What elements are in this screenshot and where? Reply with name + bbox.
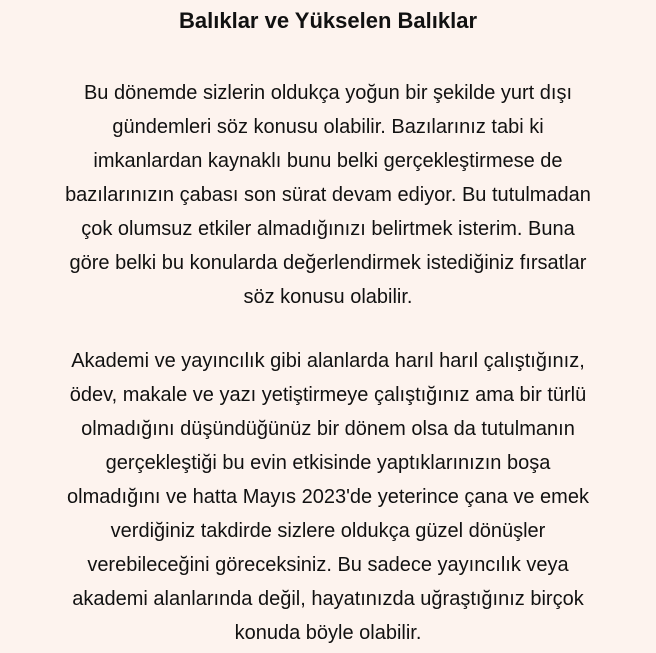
paragraph-line: olmadığını ve hatta Mayıs 2023'de yeterince çana ve emek [67, 486, 589, 508]
page-title: Balıklar ve Yükselen Balıklar [179, 8, 477, 33]
paragraph-line: ödev, makale ve yazı yetiştirmeye çalıştığınız ama bir türlü [69, 384, 587, 406]
paragraph-2 [18, 344, 638, 650]
paragraph-line: akademi alanlarında değil, hayatınızda uğraştığınız birçok [72, 588, 584, 610]
paragraph-line: göre belki bu konularda değerlendirmek istediğiniz fırsatlar [69, 252, 587, 274]
paragraph-1 [18, 76, 638, 314]
paragraph-line: verdiğiniz takdirde sizlere oldukça güzel dönüşler [110, 520, 546, 542]
paragraph-line: Akademi ve yayıncılık gibi alanlarda harıl harıl çalıştığınız, [71, 350, 585, 372]
paragraph-line: Bu dönemde sizlerin oldukça yoğun bir şekilde yurt dışı [83, 82, 573, 104]
paragraph-line: konuda böyle olabilir. [234, 622, 422, 644]
paragraph-line: imkanlardan kaynaklı bunu belki gerçekleştirmese de [93, 150, 563, 172]
paragraph-line: verebileceğini göreceksiniz. Bu sadece yayıncılık veya [87, 554, 569, 576]
paragraph-line: bazılarınızın çabası son sürat devam ediyor. Bu tutulmadan [65, 184, 591, 206]
paragraph-line: olmadığını düşündüğünüz bir dönem olsa da tutulmanın [81, 418, 575, 440]
paragraph-line: gündemleri söz konusu olabilir. Bazılarınız tabi ki [112, 116, 544, 138]
paragraph-line: gerçekleştiği bu evin etkisinde yaptıklarınızın boşa [105, 452, 551, 474]
paragraph-line: çok olumsuz etkiler almadığınızı belirtmek isterim. Buna [81, 218, 575, 240]
paragraph-line: söz konusu olabilir. [243, 286, 413, 308]
